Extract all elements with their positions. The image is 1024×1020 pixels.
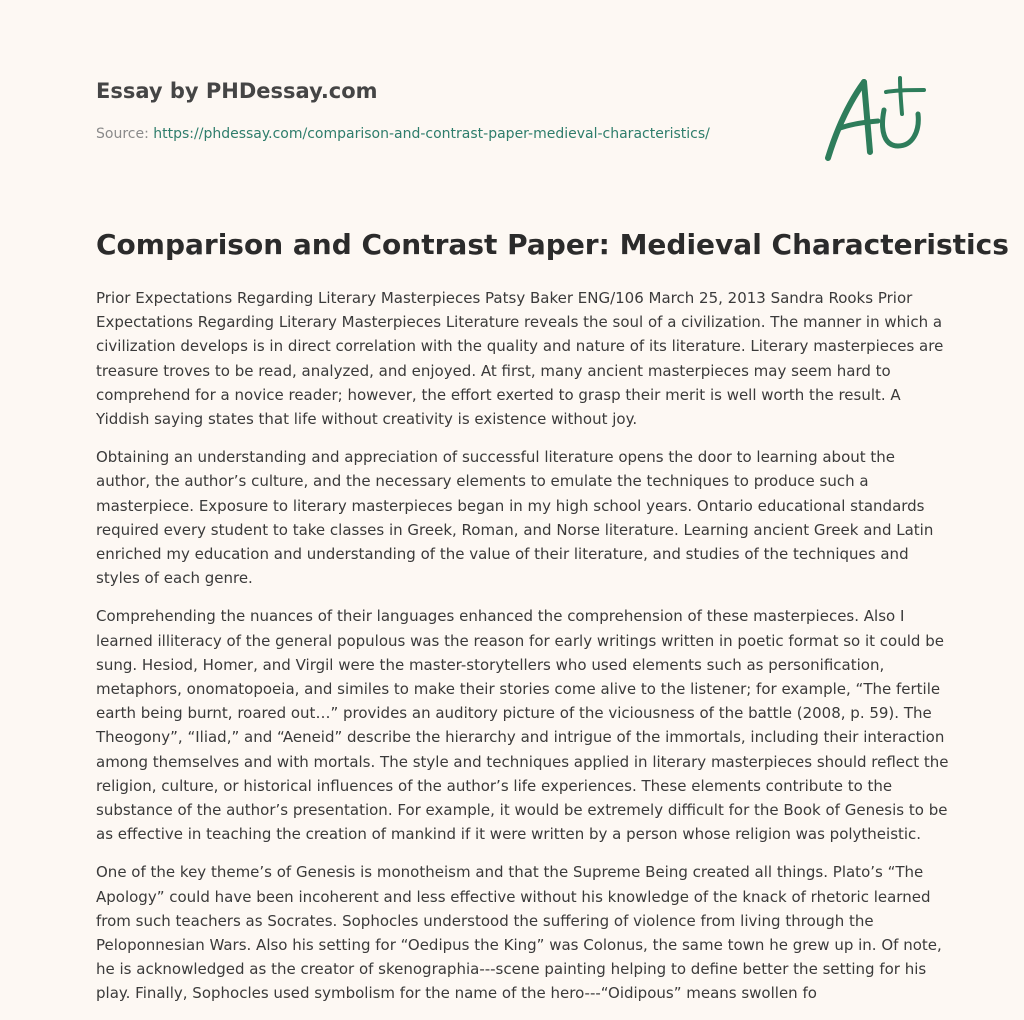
essay-body xyxy=(96,286,949,1020)
paragraph-line: Apology” could have been incoherent and less effective without his knowledge of the knack of rhetoric learned xyxy=(96,887,931,906)
essay-paragraph xyxy=(96,860,942,1005)
paragraph-line: Yiddish saying states that life without creativity is existence without joy. xyxy=(96,410,638,429)
paragraph-line: Peloponnesian Wars. Also his setting for “Oedipus the King” was Colonus, the same town he grew up in. Of note, xyxy=(96,936,942,955)
paragraph-line: from such teachers as Socrates. Sophocles understood the suffering of violence from living through the xyxy=(96,911,874,930)
paragraph-line: he is acknowledged as the creator of skenographia---scene painting helping to define better the setting for his xyxy=(96,960,927,979)
paragraph-line: One of the key theme’s of Genesis is monotheism and that the Supreme Being created all things. Plato’s “The xyxy=(96,863,924,882)
essay-paragraph xyxy=(96,286,944,431)
paragraph-line: metaphors, onomatopoeia, and similes to make their stories come alive to the listener; for example, “The fertile xyxy=(96,680,941,699)
paragraph-line: learned illiteracy of the general populous was the reason for early writings written in poetic format so it could be xyxy=(96,631,944,650)
a-plus-logo-icon xyxy=(820,68,930,164)
paragraph-line: masterpiece. Exposure to literary masterpieces began in my high school years. Ontario educational standards xyxy=(96,496,925,515)
paragraph-line: play. Finally, Sophocles used symbolism for the name of the hero---“Oidipous” means swollen fo xyxy=(96,984,817,1003)
paragraph-line: Obtaining an understanding and appreciation of successful literature opens the door to learning about the xyxy=(96,448,896,467)
essay-paragraph xyxy=(96,604,949,846)
paragraph-line: comprehend for a novice reader; however, the effort exerted to grasp their merit is well worth the result. A xyxy=(96,385,901,404)
paragraph-line: Theogony”, “Iliad,” and “Aeneid” describe the hierarchy and intrigue of the immortals, including their interaction xyxy=(96,728,945,747)
paragraph-line: required every student to take classes in Greek, Roman, and Norse literature. Learning ancient Greek and Latin xyxy=(96,520,934,539)
essay-paragraph xyxy=(96,445,934,590)
page-title: Comparison and Contrast Paper: Medieval Characteristics xyxy=(96,228,1009,261)
source-link[interactable]: https://phdessay.com/comparison-and-contrast-paper-medieval-characteristics/ xyxy=(153,126,710,142)
paragraph-line: Comprehending the nuances of their languages enhanced the comprehension of these masterpieces. Also I xyxy=(96,607,905,626)
source-line xyxy=(96,124,710,144)
source-label: Source: xyxy=(96,126,154,142)
paragraph-line: treasure troves to be read, analyzed, and enjoyed. At first, many ancient masterpieces may seem hard to xyxy=(96,361,891,380)
paragraph-line: among themselves and with mortals. The style and techniques applied in literary masterpieces should reflect the xyxy=(96,752,949,771)
paragraph-line: Prior Expectations Regarding Literary Masterpieces Patsy Baker ENG/106 March 25, 2013 Sandra Rooks Prior xyxy=(96,289,913,307)
paragraph-line: civilization develops is in direct correlation with the quality and nature of its literature. Literary masterpieces are xyxy=(96,337,944,356)
paragraph-line: enriched my education and understanding of the value of their literature, and studies of the techniques and xyxy=(96,545,909,564)
site-brand: Essay by PHDessay.com xyxy=(96,79,378,103)
paragraph-line: sung. Hesiod, Homer, and Virgil were the master-storytellers who used elements such as personification, xyxy=(96,655,885,674)
paragraph-line: Expectations Regarding Literary Masterpieces Literature reveals the soul of a civilization. The manner in which a xyxy=(96,313,943,332)
paragraph-line: as effective in teaching the creation of mankind if it were written by a person whose religion was polytheistic. xyxy=(96,825,922,844)
paragraph-line: styles of each genre. xyxy=(96,569,253,588)
paragraph-line: substance of the author’s presentation. For example, it would be extremely difficult for the Book of Genesis to be xyxy=(96,801,948,820)
paragraph-line: religion, culture, or historical influences of the author’s life experiences. These elements contribute to the xyxy=(96,776,893,795)
paragraph-line: author, the author’s culture, and the necessary elements to emulate the techniques to produce such a xyxy=(96,472,869,491)
paragraph-line: earth being burnt, roared out…” provides an auditory picture of the viciousness of the battle (2008, p. 59). The xyxy=(96,704,932,723)
